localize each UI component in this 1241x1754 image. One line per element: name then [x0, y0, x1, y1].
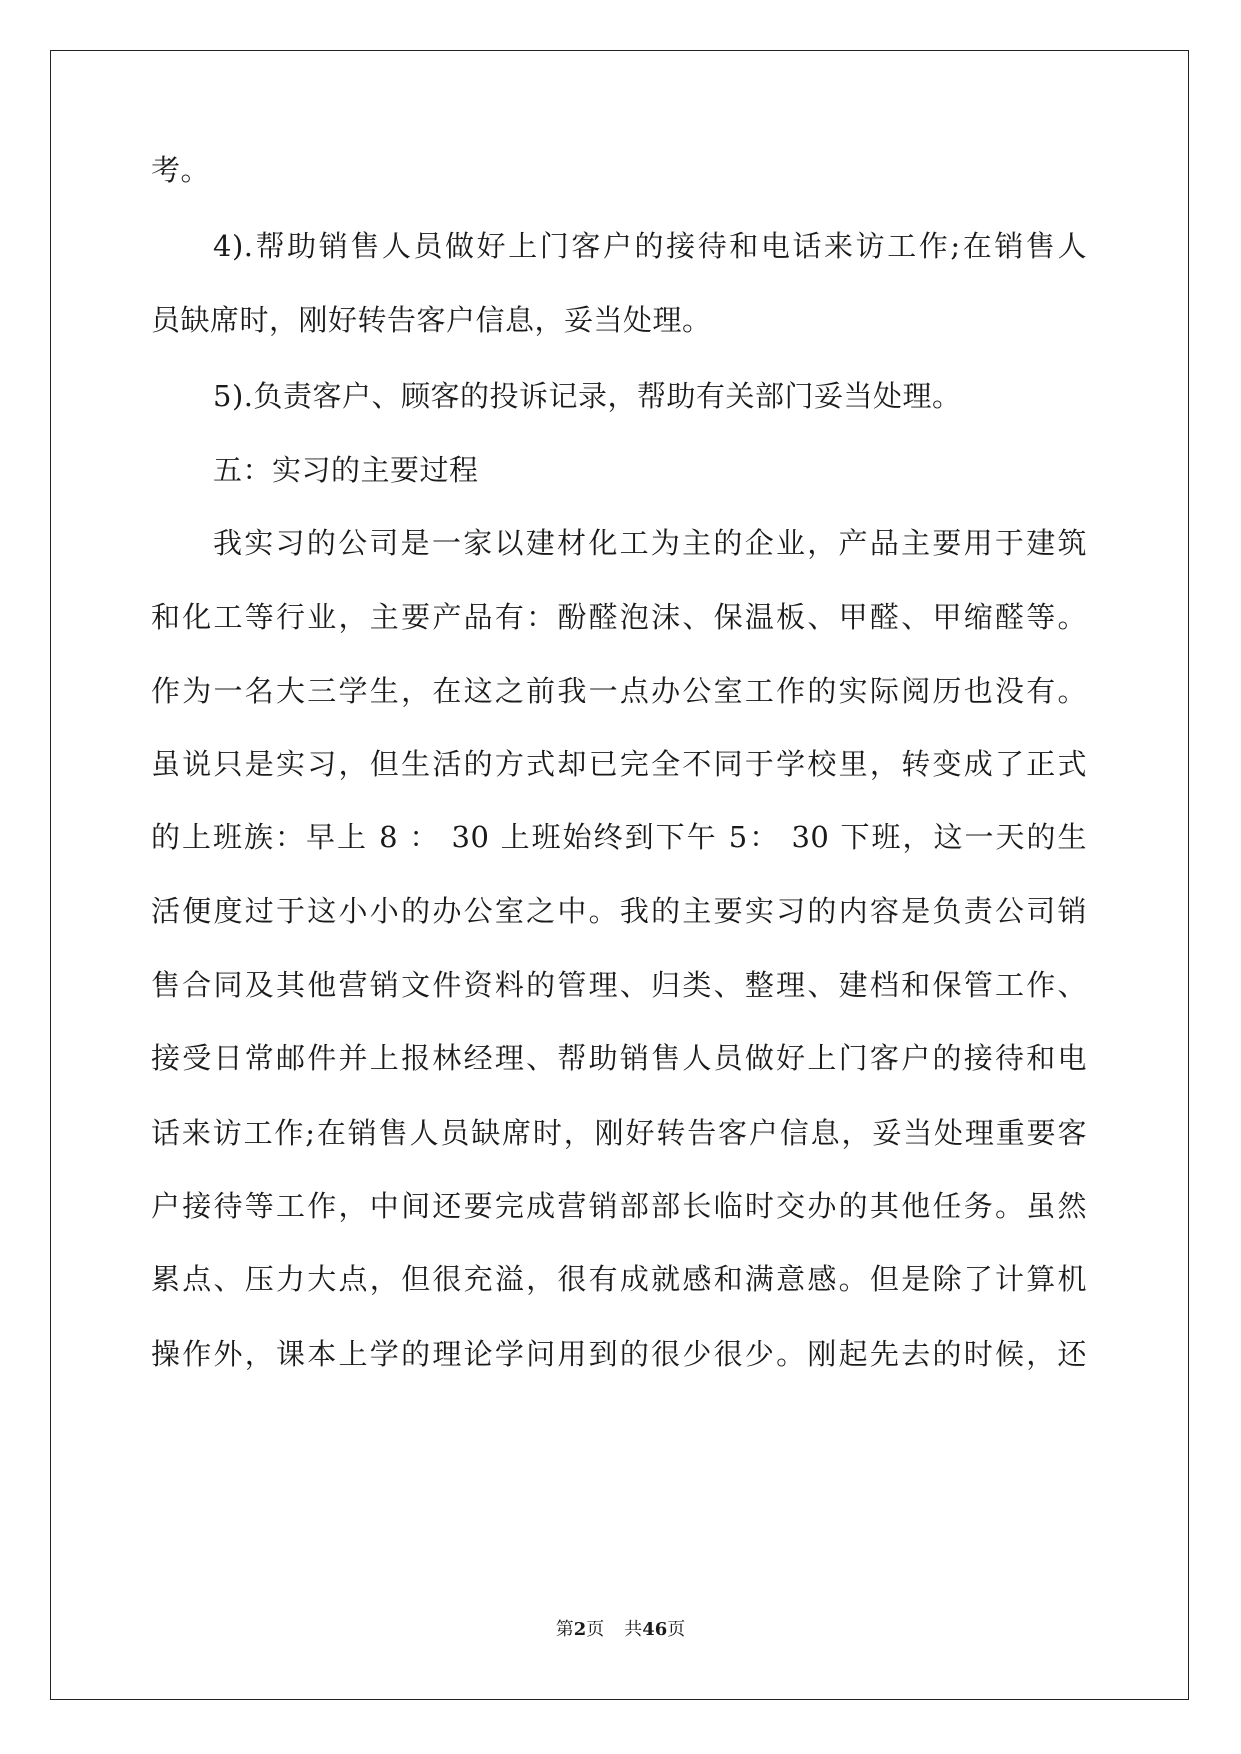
text-line-1: 考。: [151, 153, 211, 187]
text-line-7: 和化工等行业，主要产品有：酚醛泡沫、保温板、甲醛、甲缩醛等。: [151, 600, 1087, 634]
footer-total-number: 46: [642, 1619, 668, 1640]
text-line-6: 我实习的公司是一家以建材化工为主的企业，产品主要用于建筑: [213, 526, 1087, 560]
footer-page-prefix: 第: [555, 1619, 574, 1640]
text-line-16: 累点、压力大点，但很充溢，很有成就感和满意感。但是除了计算机: [151, 1262, 1087, 1296]
text-line-13: 接受日常邮件并上报林经理、帮助销售人员做好上门客户的接待和电: [151, 1041, 1087, 1075]
footer-total-suffix: 页: [667, 1619, 686, 1640]
text-line-15: 户接待等工作，中间还要完成营销部部长临时交办的其他任务。虽然: [151, 1189, 1087, 1223]
footer-page-suffix: 页: [586, 1619, 605, 1640]
footer-page-number: 2: [573, 1619, 587, 1640]
text-line-11: 活便度过于这小小的办公室之中。我的主要实习的内容是负责公司销: [151, 894, 1087, 928]
section-heading: 五：实习的主要过程: [213, 453, 479, 487]
text-line-9: 虽说只是实习，但生活的方式却已完全不同于学校里，转变成了正式: [151, 747, 1087, 781]
text-line-10: 的上班族：早上 8 ： 30 上班始终到下午 5： 30 下班，这一天的生: [151, 820, 1087, 854]
text-line-14: 话来访工作;在销售人员缺席时，刚好转告客户信息，妥当处理重要客: [151, 1116, 1087, 1150]
footer-total-prefix: 共: [624, 1619, 643, 1640]
text-line-3: 员缺席时，刚好转告客户信息，妥当处理。: [151, 303, 712, 337]
page-footer: [0, 1618, 1241, 1642]
text-line-4: 5).负责客户、顾客的投诉记录，帮助有关部门妥当处理。: [213, 379, 962, 413]
text-line-2: 4).帮助销售人员做好上门客户的接待和电话来访工作;在销售人: [213, 229, 1087, 263]
text-line-12: 售合同及其他营销文件资料的管理、归类、整理、建档和保管工作、: [151, 968, 1087, 1002]
page-border: [50, 50, 1189, 1700]
text-line-8: 作为一名大三学生，在这之前我一点办公室工作的实际阅历也没有。: [151, 674, 1087, 708]
text-line-17: 操作外，课本上学的理论学问用到的很少很少。刚起先去的时候，还: [151, 1337, 1087, 1371]
